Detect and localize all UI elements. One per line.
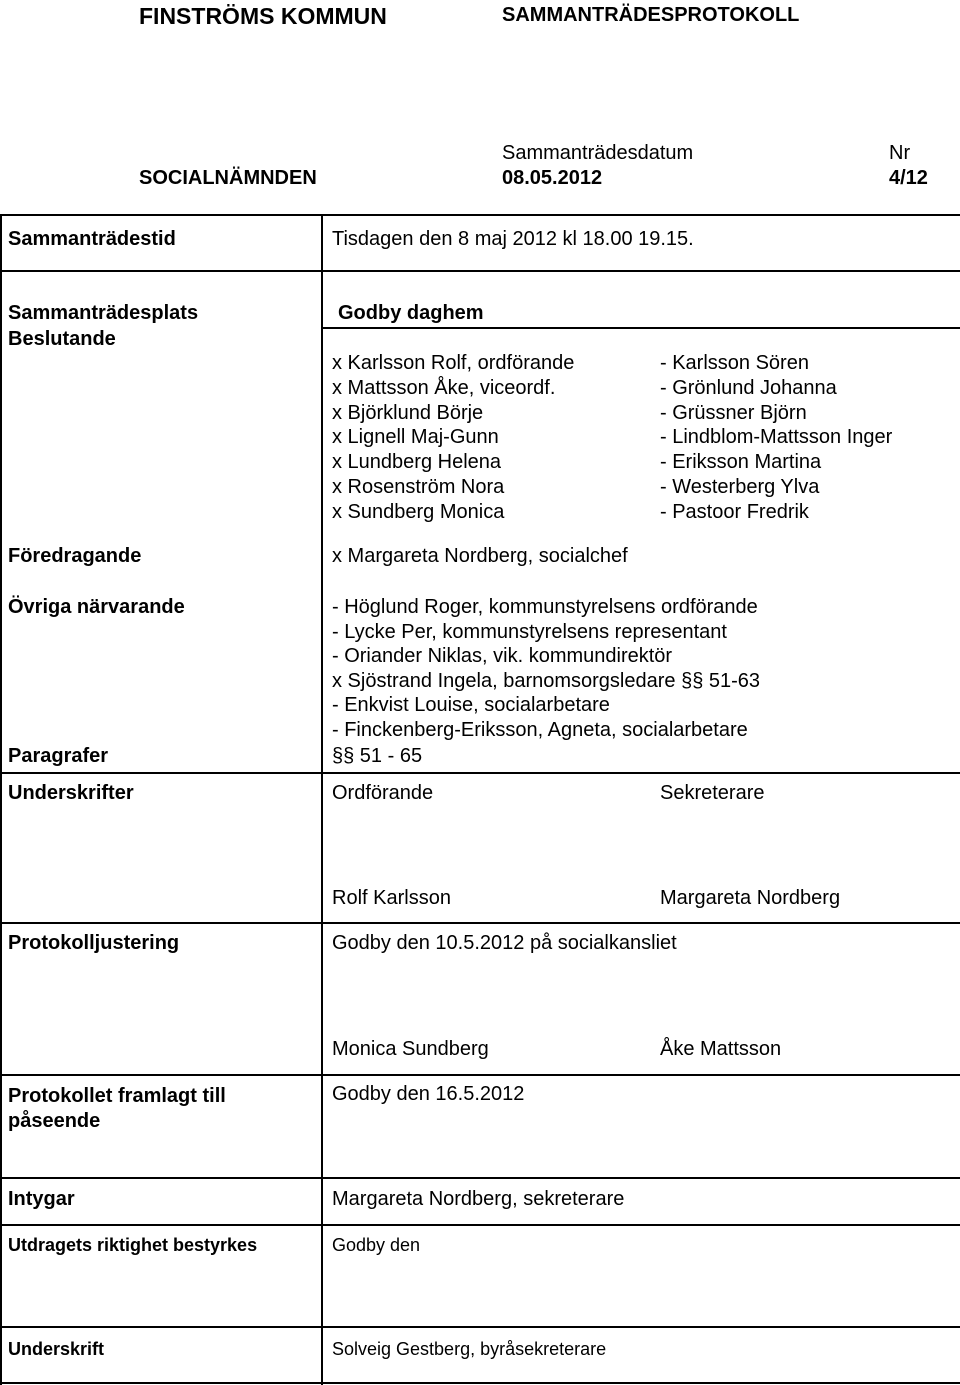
decision-makers-label: Beslutande <box>8 328 116 350</box>
list-item: x Sjöstrand Ingela, barnomsorgsledare §§ 51-63 <box>332 669 761 692</box>
list-item: x Lignell Maj-Gunn <box>332 426 499 449</box>
divider-top <box>0 214 960 216</box>
document-type: SAMMANTRÄDESPROTOKOLL <box>502 4 800 26</box>
signatures-label: Underskrifter <box>8 782 134 804</box>
decision-makers-list <box>332 351 574 525</box>
paragraphs-label: Paragrafer <box>8 745 109 767</box>
signature-value: Solveig Gestberg, byråsekreterare <box>332 1339 607 1359</box>
list-item: x Mattsson Åke, viceordf. <box>332 376 556 399</box>
column-divider <box>321 214 323 1385</box>
divider-2 <box>321 327 960 329</box>
list-item: x Rosenström Nora <box>332 475 505 498</box>
extract-verified-value: Godby den <box>332 1235 421 1255</box>
presenter-value: x Margareta Nordberg, socialchef <box>332 545 628 567</box>
divider-8 <box>0 1326 960 1328</box>
list-item: - Finckenberg-Eriksson, Agneta, socialarbetare <box>332 718 748 741</box>
others-present-label: Övriga närvarande <box>8 596 185 618</box>
list-item: - Oriander Niklas, vik. kommundirektör <box>332 645 673 668</box>
meeting-time-value: Tisdagen den 8 maj 2012 kl 18.00 19.15. <box>332 228 694 250</box>
paragraphs-value: §§ 51 - 65 <box>332 745 423 767</box>
list-item: - Höglund Roger, kommunstyrelsens ordförande <box>332 596 758 618</box>
meeting-time-label: Sammanträdestid <box>8 228 176 250</box>
list-item: x Sundberg Monica <box>332 500 505 523</box>
divider-bottom <box>0 1382 960 1384</box>
date-value: 08.05.2012 <box>502 167 603 189</box>
minutes-posted-value: Godby den 16.5.2012 <box>332 1083 525 1105</box>
municipality-title: FINSTRÖMS KOMMUN <box>139 3 387 29</box>
left-border <box>0 214 2 1385</box>
divider-3 <box>0 772 960 774</box>
list-item: - Pastoor Fredrik <box>660 500 809 523</box>
adjuster-name-2: Åke Mattsson <box>660 1038 782 1060</box>
list-item: - Grönlund Johanna <box>660 376 837 399</box>
meeting-place-label: Sammanträdesplats <box>8 302 199 324</box>
certifies-label: Intygar <box>8 1188 75 1210</box>
list-item: - Eriksson Martina <box>660 451 822 474</box>
divider-7 <box>0 1224 960 1226</box>
extract-verified-label: Utdragets riktighet bestyrkes <box>8 1235 258 1255</box>
list-item: - Enkvist Louise, socialarbetare <box>332 694 610 717</box>
minutes-check-value: Godby den 10.5.2012 på socialkansliet <box>332 932 677 954</box>
others-present-list <box>332 595 760 743</box>
list-item: - Lindblom-Mattsson Inger <box>660 426 893 449</box>
body-name: SOCIALNÄMNDEN <box>139 167 317 189</box>
divider-4 <box>0 922 960 924</box>
nr-label: Nr <box>889 142 911 164</box>
chair-name: Rolf Karlsson <box>332 887 451 909</box>
divider-5 <box>0 1074 960 1076</box>
list-item: x Björklund Börje <box>332 401 484 424</box>
signature-label: Underskrift <box>8 1339 105 1359</box>
list-item: x Karlsson Rolf, ordförande <box>332 352 575 374</box>
adjuster-name-1: Monica Sundberg <box>332 1038 489 1060</box>
nr-value: 4/12 <box>889 167 928 189</box>
list-item: - Grüssner Björn <box>660 401 807 424</box>
divider-1 <box>0 270 960 272</box>
list-item: x Lundberg Helena <box>332 451 502 474</box>
minutes-posted-label: Protokollet framlagt till påseende <box>8 1085 226 1132</box>
presenter-label: Föredragande <box>8 545 142 567</box>
minutes-check-label: Protokolljustering <box>8 932 180 954</box>
divider-6 <box>0 1177 960 1179</box>
secretary-role: Sekreterare <box>660 782 765 804</box>
list-item: - Westerberg Ylva <box>660 475 820 498</box>
meeting-place-value: Godby daghem <box>338 302 484 324</box>
certifies-value: Margareta Nordberg, sekreterare <box>332 1188 625 1210</box>
date-label: Sammanträdesdatum <box>502 142 694 164</box>
chair-role: Ordförande <box>332 782 434 804</box>
list-item: - Karlsson Sören <box>660 352 809 374</box>
secretary-name: Margareta Nordberg <box>660 887 841 909</box>
substitutes-list <box>660 351 892 525</box>
list-item: - Lycke Per, kommunstyrelsens representant <box>332 620 727 643</box>
